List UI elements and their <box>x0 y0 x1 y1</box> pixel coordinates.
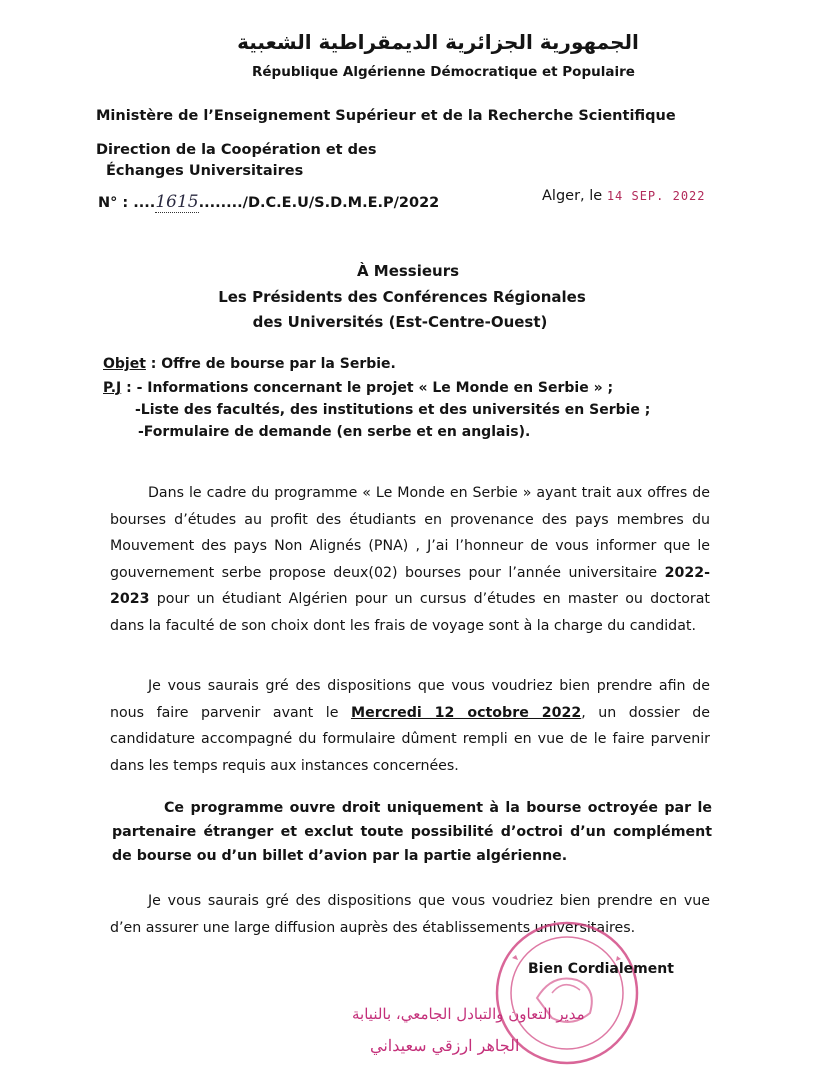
body-paragraph-3: Ce programme ouvre droit uniquement à la bourse octroyée par le partenaire étranger et exclut toute possibilité d’octroi d’un complément de bourse ou d’un billet d’avion par la partie algérienne. <box>112 800 712 864</box>
p2-text-b: , un dossier de candidature accompagné du formulaire dûment rempli en vue de le faire parvenir dans les temps requis aux instances concernées. <box>110 704 711 774</box>
deadline-date: Mercredi 12 octobre 2022 <box>350 704 582 721</box>
body-paragraph-2 <box>110 673 710 779</box>
p2-text-a: Je vous saurais gré des dispositions que vous voudriez bien prendre afin de nous faire parvenir avant le <box>110 678 710 721</box>
reference-suffix: /D.C.E.U/S.D.M.E.P/2022 <box>242 195 440 211</box>
date-stamp: 14 SEP. 2022 <box>606 189 706 203</box>
reference-number <box>98 192 439 212</box>
signatory-name: الجاهر ارزقي سعيداني <box>370 1036 520 1055</box>
addressee-line-1: À Messieurs <box>356 262 460 280</box>
subject-text: : Offre de bourse par la Serbie. <box>145 356 396 372</box>
direction-line-2: Échanges Universitaires <box>106 163 304 179</box>
signatory-title: مدير التعاون والتبادل الجامعي، بالنيابة <box>352 1005 585 1023</box>
p4-text: Je vous saurais gré des dispositions que vous voudriez bien prendre en vue d’en assurer une large diffusion auprès des établissements universitaires. <box>110 893 710 936</box>
reference-handwritten-number: 1615 <box>155 192 199 212</box>
closing-greeting: Bien Cordialement <box>528 961 674 977</box>
attachment-item-2: -Liste des facultés, des institutions et des universités en Serbie ; <box>135 402 651 418</box>
arabic-republic-title: الجمهورية الجزائرية الديمقراطية الشعبية <box>237 30 639 54</box>
attachment-item-1: : - Informations concernant le projet « Le Monde en Serbie » ; <box>121 380 614 396</box>
attachments-line-1 <box>103 380 613 396</box>
p1-text-b: pour un étudiant Algérien pour un cursus d’études en master ou doctorat dans la faculté de son choix dont les frais de voyage sont à la charge du candidat. <box>110 591 710 634</box>
p1-text-a: Dans le cadre du programme « Le Monde en Serbie » ayant trait aux offres de bourses d’études au profit des étudiants en provenance des pays membres du Mouvement des pays Non Alignés (PNA) , J’ai l’honneur de vous informer que le gouvernement serbe propose deux(02) bourses pour l’année universitaire <box>110 485 710 581</box>
attachments-label: P.J <box>103 380 122 396</box>
addressee-line-2: Les Présidents des Conférences Régionales <box>218 288 586 306</box>
attachment-item-3: -Formulaire de demande (en serbe et en anglais). <box>138 424 531 440</box>
academic-year: 2022-2023 <box>110 564 710 607</box>
body-paragraph-1 <box>110 480 710 639</box>
direction-line-1: Direction de la Coopération et des <box>96 142 377 158</box>
place: Alger, le <box>542 188 603 204</box>
subject-line <box>103 356 396 372</box>
addressee-line-3: des Universités (Est-Centre-Ouest) <box>252 313 548 331</box>
place-date <box>542 188 706 204</box>
reference-dots: ........ <box>198 195 243 211</box>
ministry-name: Ministère de l’Enseignement Supérieur et de la Recherche Scientifique <box>96 108 676 124</box>
subject-label: Objet <box>103 356 146 372</box>
french-republic-title: République Algérienne Démocratique et Populaire <box>252 64 635 80</box>
reference-prefix: N° : .... <box>98 195 156 211</box>
